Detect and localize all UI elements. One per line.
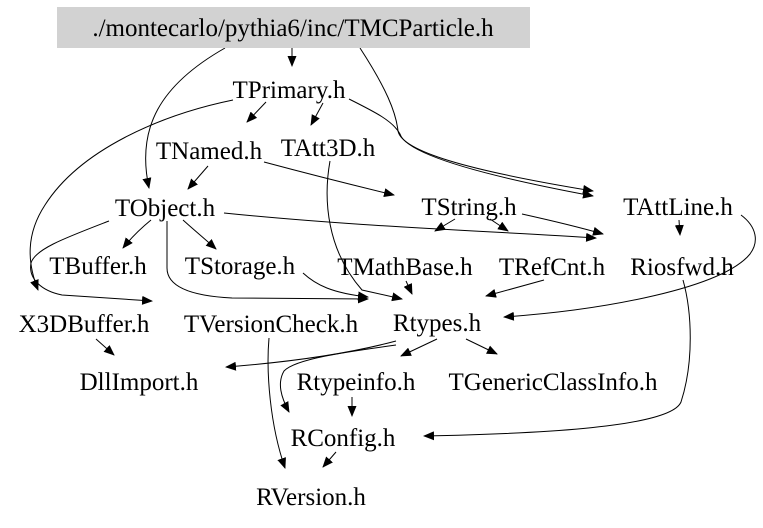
edge-TString-to-Riosfwd xyxy=(522,214,603,234)
edge-X3DBuffer-to-DllImport xyxy=(96,339,114,355)
edge-Riosfwd-to-RConfig xyxy=(424,280,690,436)
edge-TObject-to-TBuffer xyxy=(123,220,151,248)
node-TGenericClassInfo[interactable]: TGenericClassInfo.h xyxy=(448,369,658,396)
node-RConfig[interactable]: RConfig.h xyxy=(290,425,396,452)
node-TNamed[interactable]: TNamed.h xyxy=(155,138,263,165)
node-TRefCnt[interactable]: TRefCnt.h xyxy=(498,254,606,281)
node-TPrimary[interactable]: TPrimary.h xyxy=(232,77,346,104)
root-node xyxy=(57,7,530,48)
edge-Rtypes-to-TGenericClassInfo xyxy=(466,339,497,354)
edge-RConfig-to-RVersion xyxy=(323,452,336,467)
node-Rtypes[interactable]: Rtypes.h xyxy=(392,310,482,337)
edge-TVersionCheck-to-RVersion xyxy=(268,338,285,468)
node-RVersion[interactable]: RVersion.h xyxy=(256,484,366,511)
node-TVersionCheck[interactable]: TVersionCheck.h xyxy=(183,311,359,338)
node-TMathBase[interactable]: TMathBase.h xyxy=(337,254,473,281)
edge-TPrimary-to-TAtt3D xyxy=(311,103,323,125)
edge-TObject-to-Riosfwd xyxy=(224,213,596,238)
nodes-layer xyxy=(19,7,735,511)
edge-TNamed-to-TObject xyxy=(188,166,208,189)
edge-Rtypes-to-Rtypeinfo xyxy=(401,339,437,356)
edge-TMCParticle-to-TAttLine xyxy=(360,48,593,191)
edge-Rtypes-to-DllImport xyxy=(226,341,396,367)
node-TStorage[interactable]: TStorage.h xyxy=(184,253,296,280)
edge-TMCParticle-to-TObject xyxy=(146,48,225,188)
node-TBuffer[interactable]: TBuffer.h xyxy=(49,253,147,280)
edge-TRefCnt-to-Rtypes xyxy=(486,280,544,296)
node-DllImport[interactable]: DllImport.h xyxy=(79,369,199,396)
node-Riosfwd[interactable]: Riosfwd.h xyxy=(630,254,734,281)
node-X3DBuffer[interactable]: X3DBuffer.h xyxy=(18,311,150,338)
node-TObject[interactable]: TObject.h xyxy=(114,195,216,222)
edge-TMathBase-to-Rtypes xyxy=(406,281,412,294)
node-TAttLine[interactable]: TAttLine.h xyxy=(623,194,733,221)
edge-TObject-to-TStorage xyxy=(183,220,216,249)
node-TAtt3D[interactable]: TAtt3D.h xyxy=(280,135,376,162)
root-node-label: ./montecarlo/pythia6/inc/TMCParticle.h xyxy=(92,15,494,42)
node-Rtypeinfo[interactable]: Rtypeinfo.h xyxy=(296,369,416,396)
node-TString[interactable]: TString.h xyxy=(421,194,517,221)
edge-TAttLine-to-Riosfwd xyxy=(679,220,680,235)
edge-TPrimary-to-TAttLine xyxy=(349,99,593,196)
edge-TPrimary-to-TNamed xyxy=(247,102,266,122)
